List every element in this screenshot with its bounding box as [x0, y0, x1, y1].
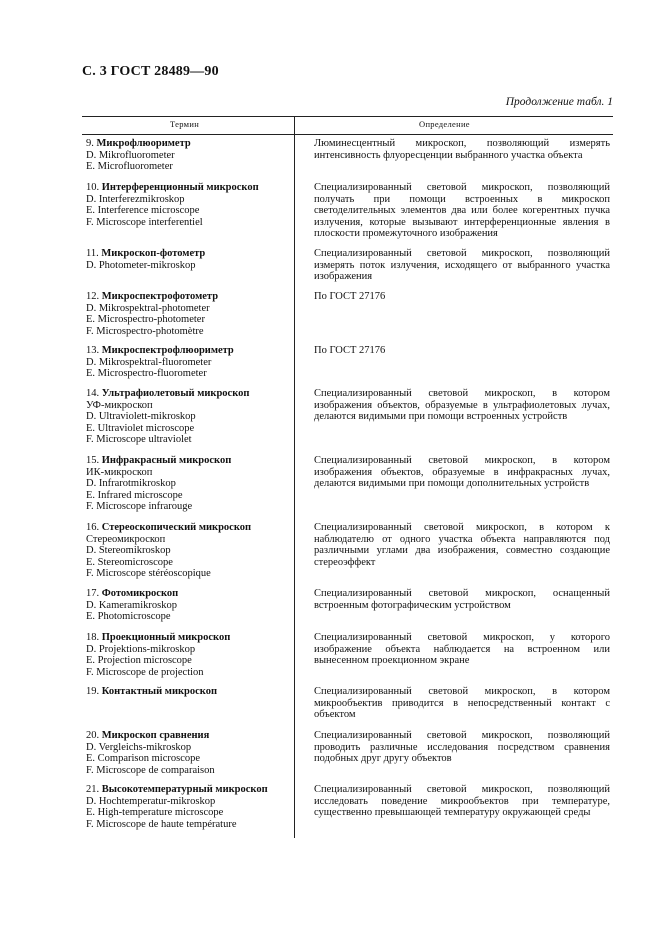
term-translation: ИК-микроскоп — [86, 466, 153, 478]
term-translation: F. Microscope de haute température — [86, 818, 237, 830]
definition-cell: Люминесцентный микроскоп, позволяющий измерять интенсивность флуоресценции выбранного участка объекта — [314, 138, 610, 161]
term-translation: E. High-temperature microscope — [86, 807, 224, 819]
term-heading — [86, 345, 291, 357]
term-translation: D. Interferezmikroskop — [86, 193, 185, 205]
term-cell — [86, 455, 291, 513]
term-heading — [86, 291, 291, 303]
term-name: Ультрафиолетовый микроскоп — [101, 388, 250, 399]
term-translation: D. Kameramikroskop — [86, 599, 177, 611]
definition-cell: Специализированный световой микроскоп, в котором изображения объектов, образуемые в инфракрасных лучах, делаются видимыми при помощи дополнительных устройств — [314, 455, 610, 490]
term-name: Проекционный микроскоп — [101, 632, 231, 643]
term-heading — [86, 182, 291, 194]
term-translation: F. Microscope de comparaison — [86, 764, 215, 776]
term-number: 11. — [86, 248, 99, 259]
term-name: Контактный микроскоп — [101, 686, 218, 697]
term-translation: D. Ultraviolett-mikroskop — [86, 411, 196, 423]
term-number: 9. — [86, 138, 94, 149]
term-translation: F. Microspectro-photomètre — [86, 325, 204, 337]
term-translation: D. Photometer-mikroskop — [86, 259, 196, 271]
term-translation: D. Mikrofluorometer — [86, 149, 175, 161]
term-name: Высокотемпературный микроскоп — [101, 784, 268, 795]
term-cell — [86, 388, 291, 446]
term-translation: E. Comparison microscope — [86, 753, 201, 765]
term-heading — [86, 248, 291, 260]
term-translation: E. Microfluorometer — [86, 161, 173, 173]
term-number: 16. — [86, 522, 100, 533]
definition-cell: Специализированный световой микроскоп, в котором изображения объектов, образуемые в ультрафиолетовых лучах, делаются видимыми при помощи встроенных устройств — [314, 388, 610, 423]
term-name: Стереоскопический микроскоп — [101, 522, 252, 533]
term-heading — [86, 138, 291, 150]
definition-cell: Специализированный световой микроскоп, в котором микрообъектив приводится в непосредственный контакт с объектом — [314, 686, 610, 721]
term-translation: D. Mikrospektral-photometer — [86, 302, 210, 314]
term-number: 21. — [86, 784, 100, 795]
column-header-term: Термин — [170, 119, 200, 129]
term-cell — [86, 686, 291, 698]
term-cell — [86, 784, 291, 830]
term-translation: D. Hochtemperatur-mikroskop — [86, 795, 216, 807]
term-cell — [86, 632, 291, 678]
definition-cell: Специализированный световой микроскоп, в котором к наблюдателю от одного участка объекта направляются под различными углами два изображения, совместно создающие стереоэффект — [314, 522, 610, 568]
term-heading — [86, 522, 291, 534]
term-name: Интерференционный микроскоп — [101, 182, 259, 193]
term-translation: D. Infrarotmikroskop — [86, 478, 176, 490]
term-translation: E. Ultraviolet microscope — [86, 422, 195, 434]
term-cell — [86, 291, 291, 337]
term-translation: E. Interference microscope — [86, 205, 200, 217]
term-heading — [86, 455, 291, 467]
term-translation: D. Projektions-mikroskop — [86, 643, 196, 655]
column-header-definition: Определение — [419, 119, 470, 129]
term-name: Фотомикроскоп — [101, 588, 179, 599]
term-number: 19. — [86, 686, 100, 697]
table-header — [82, 116, 613, 135]
definition-cell: Специализированный световой микроскоп, позволяющий исследовать поведение микрообъектов при температуре, существенно превышающей температуру окружающей среды — [314, 784, 610, 819]
term-name: Инфракрасный микроскоп — [101, 455, 232, 466]
page-header: С. 3 ГОСТ 28489—90 — [82, 64, 219, 79]
definition-cell: Специализированный световой микроскоп, оснащенный встроенным фотографическим устройством — [314, 588, 610, 611]
term-cell — [86, 248, 291, 271]
definition-cell: Специализированный световой микроскоп, позволяющий измерять поток излучения, исходящего от выбранного участка изображения — [314, 248, 610, 283]
definition-cell: По ГОСТ 27176 — [314, 291, 386, 302]
term-translation: Стереомикроскоп — [86, 533, 166, 545]
term-translation: E. Microspectro-photometer — [86, 314, 205, 326]
term-heading — [86, 588, 291, 600]
term-translation: D. Stereomikroskop — [86, 545, 171, 557]
term-translation: E. Stereomicroscope — [86, 556, 173, 568]
definition-cell: Специализированный световой микроскоп, позволяющий получать при помощи встроенных в микроскоп светоделительных элементов два или более когерентных пучка излучения, которые вызывают интерференционные явления в плоскости промежуточного изображения — [314, 182, 610, 240]
term-translation: F. Microscope interferentiel — [86, 216, 203, 228]
term-translation: E. Microspectro-fluorometer — [86, 368, 207, 380]
term-translation: УФ-микроскоп — [86, 399, 153, 411]
term-translation: D. Vergleichs-mikroskop — [86, 741, 192, 753]
term-heading — [86, 632, 291, 644]
term-translation: F. Microscope stéréoscopique — [86, 568, 211, 580]
term-number: 13. — [86, 345, 100, 356]
term-heading — [86, 686, 291, 698]
definition-cell: Специализированный световой микроскоп, позволяющий проводить различные исследования посредством сравнения подобных друг другу объектов — [314, 730, 610, 765]
term-number: 18. — [86, 632, 100, 643]
term-cell — [86, 138, 291, 173]
term-heading — [86, 784, 291, 796]
term-cell — [86, 182, 291, 228]
definition-cell: Специализированный световой микроскоп, у которого изображение объекта наблюдается на встроенном или вынесенном проекционном экране — [314, 632, 610, 667]
term-cell — [86, 730, 291, 776]
term-name: Микроспектрофотометр — [101, 291, 219, 302]
term-name: Микроскоп сравнения — [101, 730, 210, 741]
term-translation: F. Microscope de projection — [86, 666, 204, 678]
definition-cell: По ГОСТ 27176 — [314, 345, 386, 356]
term-heading — [86, 730, 291, 742]
term-number: 15. — [86, 455, 100, 466]
terms-table — [82, 116, 613, 830]
term-cell — [86, 522, 291, 580]
term-translation: E. Projection microscope — [86, 655, 192, 667]
term-name: Микроскоп-фотометр — [101, 248, 206, 259]
term-number: 20. — [86, 730, 100, 741]
term-number: 17. — [86, 588, 100, 599]
column-divider — [294, 116, 295, 838]
term-number: 12. — [86, 291, 100, 302]
term-name: Микрофлюориметр — [96, 138, 191, 149]
term-number: 10. — [86, 182, 100, 193]
term-cell — [86, 345, 291, 380]
term-translation: F. Microscope infrarouge — [86, 501, 193, 513]
term-translation: D. Mikrospektral-fluorometer — [86, 356, 212, 368]
term-translation: E. Photomicroscope — [86, 611, 171, 623]
term-translation: E. Infrared microscope — [86, 489, 183, 501]
term-name: Микроспектрофлюориметр — [101, 345, 234, 356]
term-heading — [86, 388, 291, 400]
table-continuation-label: Продолжение табл. 1 — [505, 96, 613, 108]
term-translation: F. Microscope ultraviolet — [86, 434, 192, 446]
term-number: 14. — [86, 388, 100, 399]
term-cell — [86, 588, 291, 623]
